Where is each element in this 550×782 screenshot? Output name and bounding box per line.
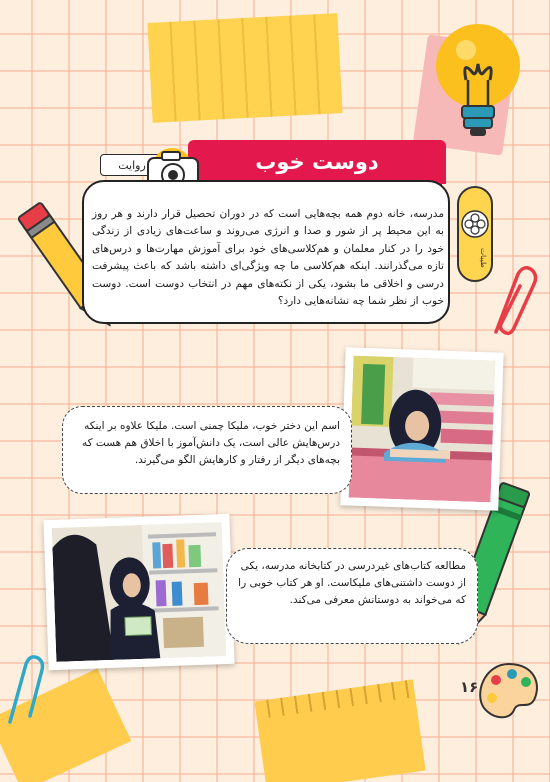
student-photo-image (349, 356, 496, 503)
intro-text: مدرسه، خانه دوم همه بچه‌هایی است که در دوران تحصیل قرار دارند و هر روز به این محیط پر از شور و صدا و انرژی می‌روند و ساعت‌های زیادی از زندگی خود را در کنار معلمان و هم‌کلاسی‌های خود برای آموزش مهارت‌ها و درس‌های تازه می‌گذرانند. اینکه هم‌کلاسی ما چه ویژگی‌ای داشته باشد که باعث پیشرفت درسی و اخلاقی ما بشود، یکی از نکته‌های مهم در انتخاب دوست است. دوست خوب از نظر شما چه نشانه‌هایی دارد؟ (92, 208, 444, 308)
caption-text: اسم این دختر خوب، ملیکا چمنی است. ملیکا علاوه بر اینکه درس‌هایش عالی است، یک دانش‌آموز با اخلاق هم هست که بچه‌های دیگر از رفتار و کارهایش الگو می‌گیرند. (81, 420, 340, 466)
palette-icon (474, 660, 544, 725)
page-number: ۱۶ (460, 678, 479, 696)
flower-icon (461, 210, 489, 238)
ruler-decoration-bottom (254, 679, 425, 782)
caption-text: مطالعه کتاب‌های غیردرسی در کتابخانه مدرسه، یکی از دوست داشتنی‌های ملیکاست. او هر کتاب خوبی را که می‌خواند به دوستانش معرفی می‌کند. (238, 560, 466, 606)
section-tag-label: روایت (118, 158, 146, 172)
side-tag-label: طیبات (479, 248, 488, 268)
library-photo (43, 514, 234, 670)
student-photo (340, 347, 503, 510)
lightbulb-icon (428, 14, 528, 149)
paperclip-icon (0, 650, 50, 730)
yellow-sticky-note (148, 13, 343, 123)
header-ribbon (188, 140, 446, 184)
page-title: دوست خوب (255, 150, 379, 174)
library-photo-image (52, 522, 227, 662)
